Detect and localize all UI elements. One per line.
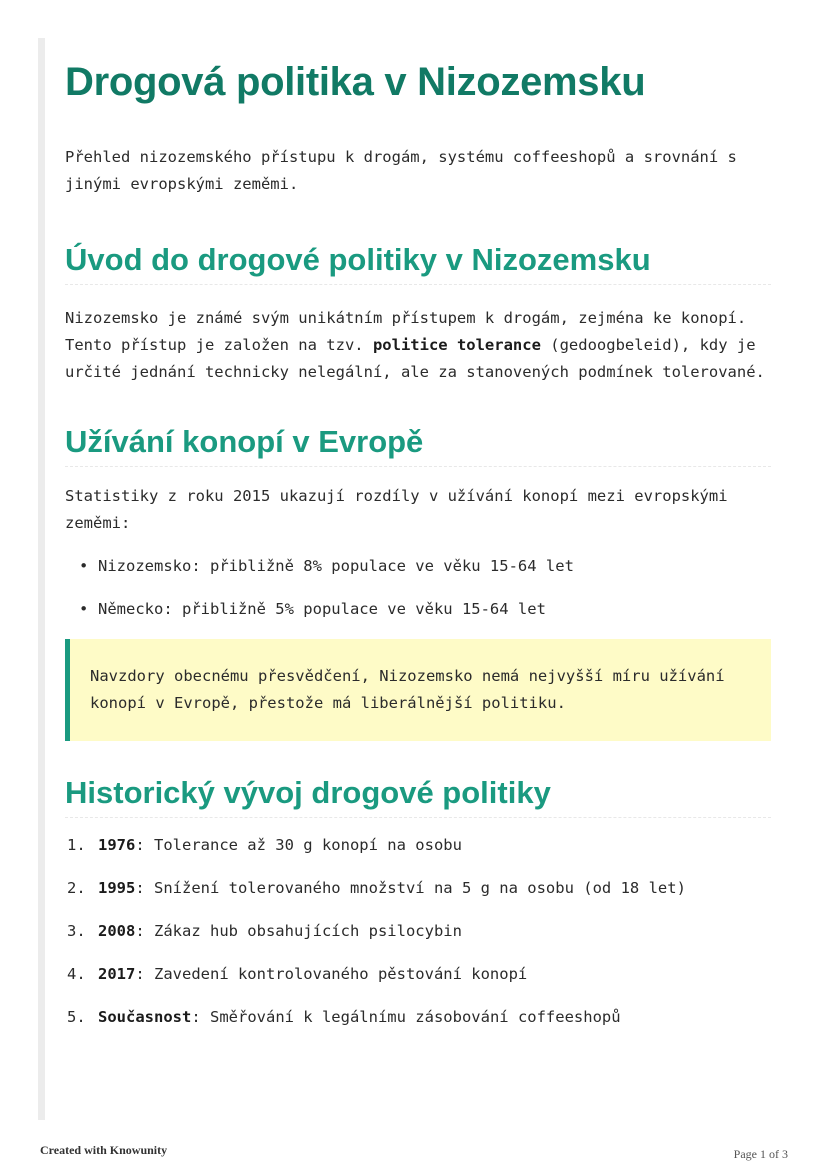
highlight-note bbox=[65, 639, 771, 741]
item-number: 1. bbox=[67, 836, 86, 854]
item-year: 1976 bbox=[98, 836, 136, 854]
intro-bold-term: politice tolerance bbox=[372, 336, 541, 354]
item-text: : Směřování k legálnímu zásobování coffeeshopů bbox=[191, 1008, 621, 1026]
item-number: 2. bbox=[67, 879, 86, 897]
bullet: • bbox=[79, 557, 89, 575]
usage-paragraph: Statistiky z roku 2015 ukazují rozdíly v užívání konopí mezi evropskými zeměmi: bbox=[65, 487, 728, 532]
item-text: : Snížení tolerovaného množství na 5 g na osobu (od 18 let) bbox=[135, 879, 686, 897]
list-item-text: Německo: přibližně 5% populace ve věku 15-64 let bbox=[98, 600, 546, 618]
list-item bbox=[65, 832, 771, 859]
item-number: 5. bbox=[67, 1008, 86, 1026]
item-text: : Tolerance až 30 g konopí na osobu bbox=[135, 836, 462, 854]
item-year: 1995 bbox=[98, 879, 136, 897]
footer-credit: Created with Knowunity bbox=[40, 1143, 168, 1157]
bullet: • bbox=[79, 600, 89, 618]
list-item bbox=[65, 918, 771, 945]
list-item bbox=[65, 961, 771, 988]
document-content bbox=[65, 58, 771, 1047]
note-text: Navzdory obecnému přesvědčení, Nizozemsko nemá nejvyšší míru užívání konopí v Evropě, přestože má liberálnější politiku. bbox=[90, 667, 725, 712]
history-list bbox=[65, 832, 771, 1031]
intro-text-after: (gedoogbeleid), kdy je určité jednání technicky nelegální, ale za stanovených podmínek tolerované. bbox=[65, 336, 765, 381]
list-item bbox=[65, 1004, 771, 1031]
item-number: 4. bbox=[67, 965, 86, 983]
left-margin-bar bbox=[38, 38, 45, 1120]
item-year: Současnost bbox=[98, 1008, 192, 1026]
list-item bbox=[65, 553, 771, 580]
section-heading-usage: Užívání konopí v Evropě bbox=[65, 422, 771, 467]
intro-paragraph bbox=[65, 305, 771, 386]
section-heading-intro: Úvod do drogové politiky v Nizozemsku bbox=[65, 240, 771, 285]
item-year: 2017 bbox=[98, 965, 136, 983]
item-text: : Zavedení kontrolovaného pěstování konopí bbox=[135, 965, 528, 983]
item-text: : Zákaz hub obsahujících psilocybin bbox=[135, 922, 462, 940]
list-item bbox=[65, 875, 771, 902]
section-heading-history: Historický vývoj drogové politiky bbox=[65, 773, 771, 818]
list-item bbox=[65, 596, 771, 623]
page-number: Page 1 of 3 bbox=[733, 1147, 788, 1161]
page-title: Drogová politika v Nizozemsku bbox=[65, 60, 646, 104]
item-number: 3. bbox=[67, 922, 86, 940]
list-item-text: Nizozemsko: přibližně 8% populace ve věku 15-64 let bbox=[98, 557, 574, 575]
intro-text-before: Nizozemsko je známé svým unikátním přístupem k drogám, zejména ke konopí. Tento přístup je založen na tzv. bbox=[65, 309, 747, 354]
subtitle: Přehled nizozemského přístupu k drogám, systému coffeeshopů a srovnání s jinými evropskými zeměmi. bbox=[65, 148, 737, 193]
item-year: 2008 bbox=[98, 922, 136, 940]
usage-list bbox=[65, 553, 771, 623]
